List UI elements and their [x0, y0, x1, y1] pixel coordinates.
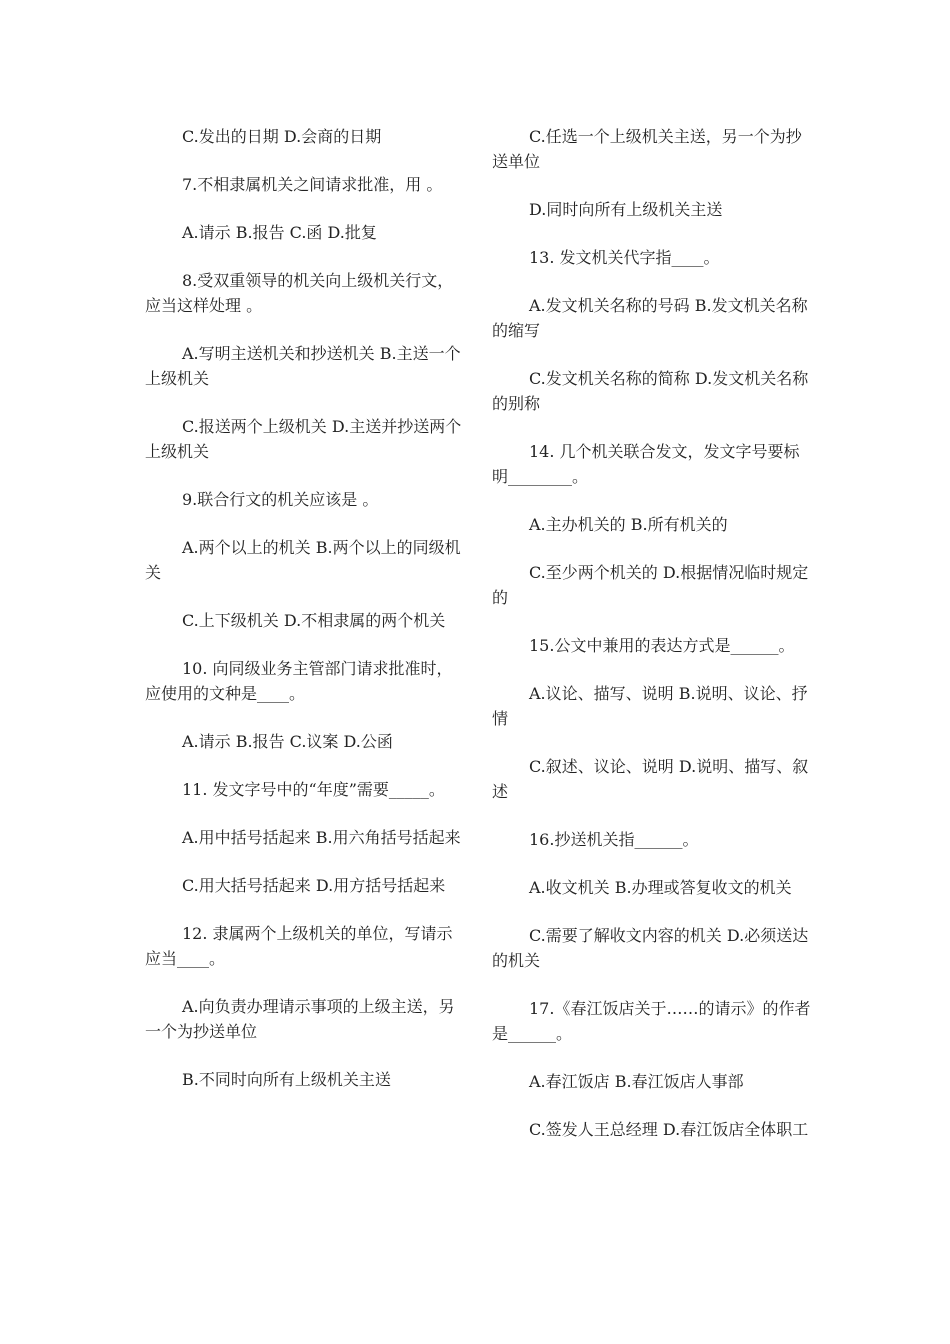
question-12: 12. 隶属两个上级机关的单位，写请示应当____。 [145, 924, 453, 968]
option-line: C.任选一个上级机关主送，另一个为抄送单位 [492, 127, 802, 171]
option-line: A.用中括号括起来 B.用六角括号括起来 [182, 828, 461, 847]
question-9: 9.联合行文的机关应该是 。 [182, 490, 379, 509]
option-line: C.用大括号括起来 D.用方括号括起来 [182, 876, 446, 895]
question-14: 14. 几个机关联合发文，发文字号要标明________。 [492, 442, 800, 486]
option-line: A.向负责办理请示事项的上级主送，另一个为抄送单位 [145, 997, 455, 1041]
option-line: A.议论、描写、说明 B.说明、议论、抒情 [492, 684, 808, 728]
option-line: C.上下级机关 D.不相隶属的两个机关 [182, 611, 446, 630]
option-line: A.请示 B.报告 C.函 D.批复 [182, 223, 377, 242]
option-line: A.两个以上的机关 B.两个以上的同级机关 [145, 538, 461, 582]
option-line: C.叙述、议论、说明 D.说明、描写、叙述 [492, 757, 809, 801]
question-16: 16.抄送机关指______。 [529, 830, 699, 849]
option-line: A.春江饭店 B.春江饭店人事部 [529, 1072, 744, 1091]
option-line: D.同时向所有上级机关主送 [529, 200, 723, 219]
question-15: 15.公文中兼用的表达方式是______。 [529, 636, 795, 655]
question-13: 13. 发文机关代字指____。 [529, 248, 720, 267]
right-column [492, 124, 814, 1165]
option-line: A.主办机关的 B.所有机关的 [529, 515, 728, 534]
question-11: 11. 发文字号中的“年度”需要_____。 [182, 780, 445, 799]
option-line: C.至少两个机关的 D.根据情况临时规定的 [492, 563, 809, 607]
option-line: A.发文机关名称的号码 B.发文机关名称的缩写 [492, 296, 808, 340]
question-8: 8.受双重领导的机关向上级机关行文，应当这样处理 。 [145, 271, 454, 315]
option-line: C.发文机关名称的简称 D.发文机关名称的别称 [492, 369, 809, 413]
option-line: A.写明主送机关和抄送机关 B.主送一个上级机关 [145, 344, 461, 388]
question-7: 7.不相隶属机关之间请求批准，用 。 [182, 175, 443, 194]
option-line: A.请示 B.报告 C.议案 D.公函 [182, 732, 393, 751]
question-10: 10. 向同级业务主管部门请求批准时，应使用的文种是____。 [145, 659, 453, 703]
question-17: 17.《春江饭店关于……的请示》的作者是______。 [492, 999, 811, 1043]
option-line: B.不同时向所有上级机关主送 [182, 1070, 391, 1089]
option-line: C.签发人王总经理 D.春江饭店全体职工 [529, 1120, 809, 1139]
option-line: C.需要了解收文内容的机关 D.必须送达的机关 [492, 926, 809, 970]
option-line: C.报送两个上级机关 D.主送并抄送两个上级机关 [145, 417, 462, 461]
option-line: A.收文机关 B.办理或答复收文的机关 [529, 878, 792, 897]
left-column [145, 124, 467, 1115]
option-line: C.发出的日期 D.会商的日期 [182, 127, 382, 146]
